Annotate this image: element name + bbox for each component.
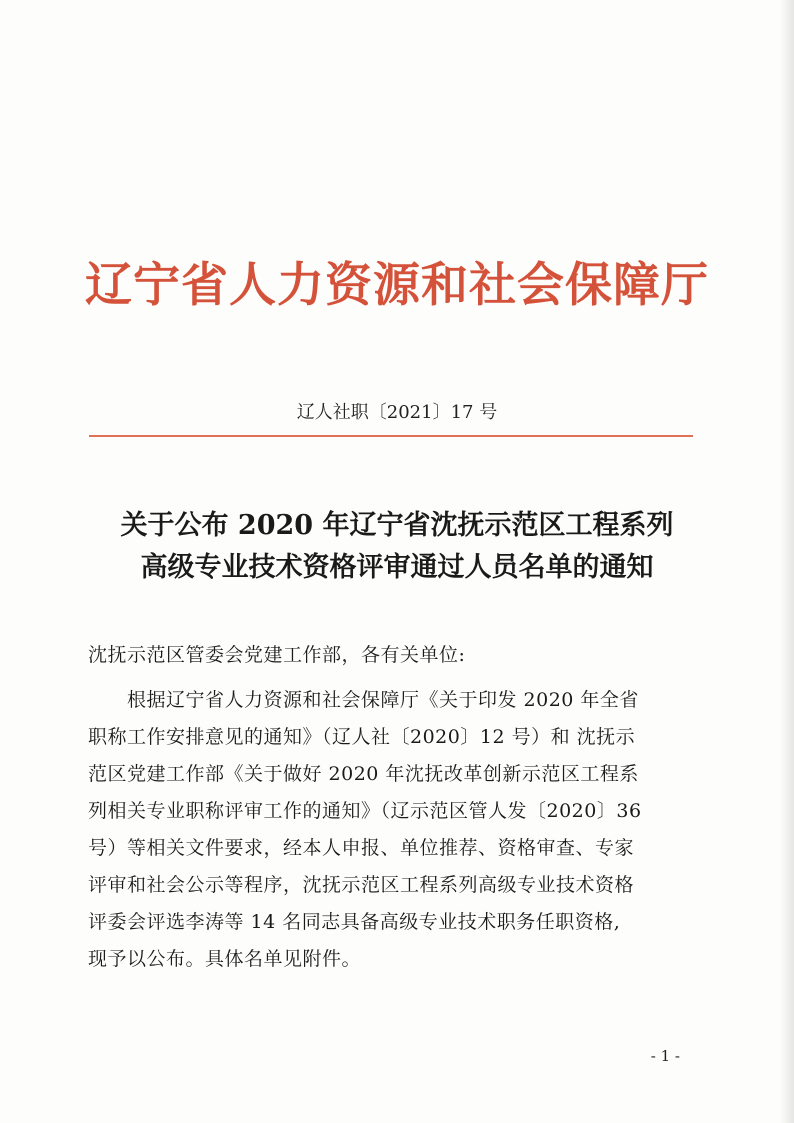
document-title (0, 505, 794, 589)
issuing-organization-header: 辽宁省人力资源和社会保障厅 (85, 258, 709, 313)
body-line: 范区党建工作部《关于做好 2020 年沈抚改革创新示范区工程系 (88, 763, 639, 785)
title-line-1: 关于公布 2020 年辽宁省沈抚示范区工程系列 (120, 510, 674, 541)
title-line-2: 高级专业技术资格评审通过人员名单的通知 (140, 552, 654, 583)
body-line: 列相关专业职称评审工作的通知》（辽示范区管人发〔2020〕36 (88, 800, 642, 822)
body-line: 现予以公布。具体名单见附件。 (88, 948, 362, 970)
body-line: 号）等相关文件要求，经本人申报、单位推荐、资格审查、专家 (88, 837, 635, 859)
body-line: 评委会评选李涛等 14 名同志具备高级专业技术职务任职资格, (88, 911, 621, 933)
body-line: 职称工作安排意见的通知》（辽人社〔2020〕12 号）和 沈抚示 (88, 726, 636, 748)
document-number: 辽人社职〔2021〕17 号 (296, 402, 498, 423)
page-number: - 1 - (650, 1047, 680, 1065)
salutation: 沈抚示范区管委会党建工作部，各有关单位: (88, 644, 466, 666)
body-line: 根据辽宁省人力资源和社会保障厅《关于印发 2020 年全省 (88, 689, 639, 711)
body-line: 评审和社会公示等程序，沈抚示范区工程系列高级专业技术资格 (88, 874, 635, 896)
header-divider-line (89, 435, 693, 437)
